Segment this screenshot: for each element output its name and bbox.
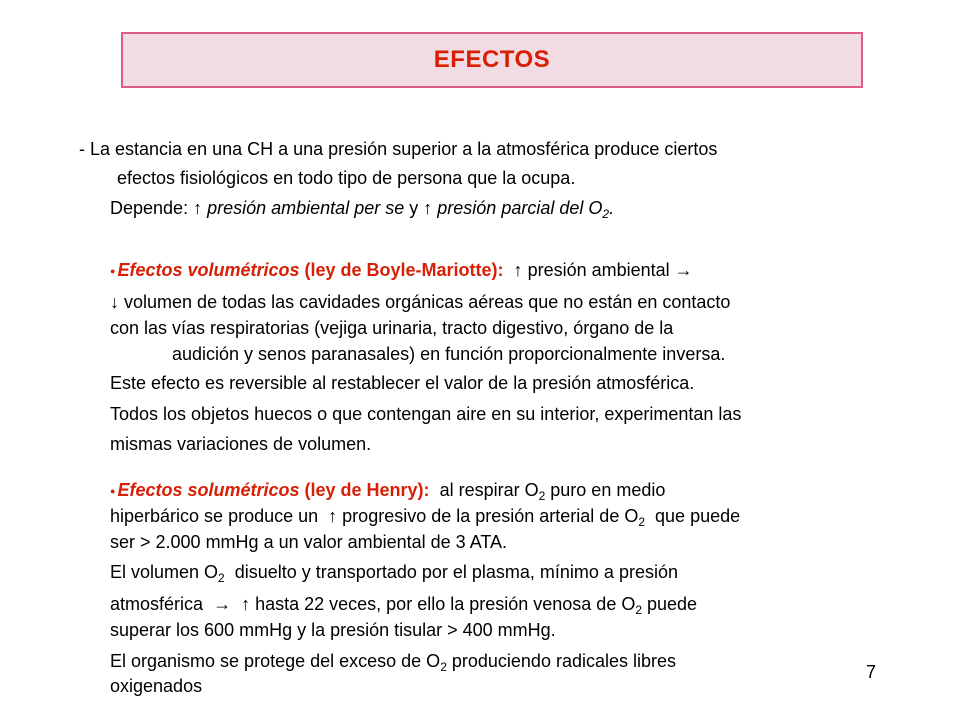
solumetric-line-5: atmosférica → ↑ hasta 22 veces, por ello la presión venosa de $O_2$ puede: [110, 594, 698, 617]
solumetric-line-7: El organismo se protege del exceso de $O_2$ produciendo radicales libres: [110, 651, 677, 674]
conjunction-y: y: [409, 198, 419, 218]
solumetric-line-4: El volumen $O_2$ disuelto y transportado por el plasma, mínimo a presión: [110, 562, 678, 585]
solumetric-heading-line: ● Efectos solumétricos (ley de Henry): al respirar $O_2$ puro en medio: [110, 480, 666, 503]
volumetric-text-1: presión ambiental: [527, 260, 670, 280]
arrow-up-icon: ↑: [241, 594, 251, 614]
bullet-icon: ●: [110, 486, 116, 496]
slide-title: EFECTOS: [433, 46, 551, 73]
intro-line-1: - La estancia en una CH a una presión superior a la atmosférica produce ciertos: [79, 139, 718, 159]
solumetric-line-8: oxigenados: [110, 676, 203, 696]
arrow-down-icon: ↓: [110, 292, 119, 312]
solumetric-line-3: ser > 2.000 mmHg a un valor ambiental de 3 ATA.: [110, 532, 508, 552]
intro-line-3: [110, 197, 614, 219]
arrow-right-icon: →: [213, 594, 232, 614]
arrow-up-icon: ↑: [513, 260, 523, 280]
volumetric-line-7: mismas variaciones de volumen.: [110, 434, 372, 454]
arrow-up-icon: ↑: [328, 506, 338, 526]
volumetric-line-4: audición y senos paranasales) en función proporcionalmente inversa.: [172, 344, 726, 364]
bullet-icon: ●: [110, 266, 116, 276]
arrow-up-icon: ↑: [193, 198, 203, 218]
solumetric-heading: Efectos solumétricos (ley de Henry):: [117, 480, 430, 500]
arrow-up-icon: ↑: [423, 198, 433, 218]
depende-text-1: presión ambiental per se: [207, 198, 405, 218]
intro-line-2: efectos fisiológicos en todo tipo de persona que la ocupa.: [117, 168, 576, 188]
title-box: [121, 32, 863, 88]
depende-text-2: presión parcial del $O_2$.: [437, 198, 615, 221]
volumetric-line-3: con las vías respiratorias (vejiga urinaria, tracto digestivo, órgano de la: [110, 318, 674, 338]
volumetric-line-6: Todos los objetos huecos o que contengan aire en su interior, experimentan las: [110, 404, 742, 424]
volumetric-line-5: Este efecto es reversible al restablecer el valor de la presión atmosférica.: [110, 373, 695, 393]
solumetric-line-2: hiperbárico se produce un ↑ progresivo de la presión arterial de $O_2$ que puede: [110, 506, 741, 529]
volumetric-heading-line: [110, 259, 693, 282]
solumetric-line-6: superar los 600 mmHg y la presión tisular > 400 mmHg.: [110, 620, 556, 640]
arrow-right-icon: →: [674, 260, 693, 280]
volumetric-line-2: ↓ volumen de todas las cavidades orgánicas aéreas que no están en contacto: [110, 292, 731, 312]
volumetric-heading: Efectos volumétricos (ley de Boyle-Mariotte):: [117, 260, 504, 280]
depende-label: Depende:: [110, 198, 189, 218]
page-number: 7: [866, 662, 877, 682]
